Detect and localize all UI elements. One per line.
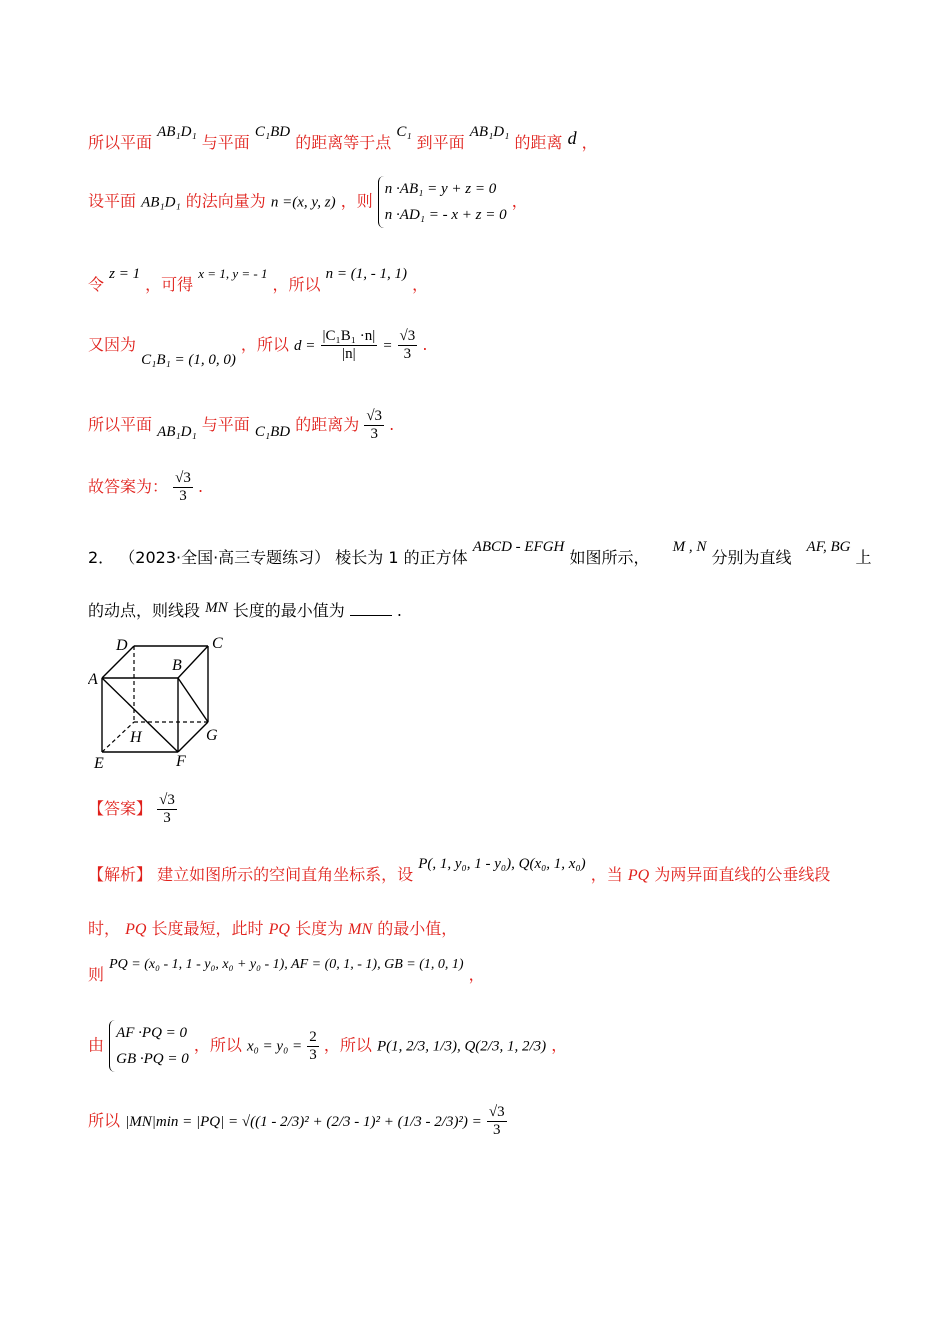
formula: d: [567, 128, 577, 148]
label-F: F: [176, 753, 186, 770]
formula: AB₁D₁: [141, 194, 181, 211]
formula: PQ: [125, 921, 147, 938]
text: 长度的最小值为: [232, 601, 345, 620]
analysis-line-2: [88, 916, 457, 939]
formula: C₁: [396, 124, 412, 140]
answer-line: [88, 792, 177, 827]
equation: GB ·PQ = 0: [116, 1051, 189, 1067]
label-C: C: [212, 635, 223, 652]
formula: PQ: [268, 921, 290, 938]
solution-line-2: [88, 176, 528, 228]
text: 的距离等于点: [295, 133, 392, 152]
text: 分别为直线: [711, 548, 792, 567]
answer-label: 【答案】: [88, 799, 153, 818]
solution-line-6: [88, 470, 203, 505]
solution-line-3: [88, 266, 429, 295]
analysis-line-4: [88, 1020, 567, 1072]
text: ，: [468, 965, 485, 984]
numerator: √3: [159, 792, 175, 808]
formula: C₁BD: [254, 124, 291, 140]
text: ，: [551, 1035, 568, 1055]
question-source: （2023·全国·高三专题练习）: [119, 548, 331, 567]
text: 为两异面直线的公垂线段: [654, 865, 831, 884]
text: 的法向量为: [185, 191, 266, 211]
text: ，所以: [323, 1035, 372, 1055]
text: ，则: [340, 191, 373, 211]
text: 的动点，则线段: [88, 601, 201, 620]
equation: AF ·PQ = 0: [116, 1025, 188, 1041]
label-B: B: [172, 657, 182, 674]
equation: n ·AB₁ = y + z = 0: [384, 181, 497, 197]
text: ，当: [590, 865, 623, 884]
denominator: 3: [179, 488, 187, 504]
formula: PQ = (x₀ - 1, 1 - y₀, x₀ + y₀ - 1), AF = (0, 1, - 1), GB = (1, 0, 1): [109, 957, 464, 972]
formula: C₁B₁ = (1, 0, 0): [141, 352, 236, 368]
formula: n = (1, - 1, 1): [325, 266, 408, 282]
fraction: [398, 328, 418, 363]
fraction: [157, 792, 177, 827]
numerator: √3: [366, 408, 383, 424]
formula: z = 1: [109, 266, 141, 282]
question-2-line-2: [88, 598, 402, 621]
formula: PQ: [627, 867, 650, 884]
numerator: √3: [399, 328, 416, 344]
text: 棱长为 1 的正方体: [335, 548, 468, 567]
formula: |MN|min = |PQ| = √((1 - 2/3)² + (2/3 - 1)² + (1/3 - 2/3)²) =: [125, 1114, 482, 1130]
label-H: H: [130, 729, 142, 746]
analysis-label: 【解析】: [88, 865, 153, 884]
denominator: 3: [163, 810, 171, 826]
label-A: A: [88, 671, 98, 688]
text: .: [422, 335, 428, 354]
fraction: [307, 1029, 319, 1064]
formula: M , N: [672, 539, 707, 555]
analysis-line-3: [88, 957, 485, 985]
label-G: G: [206, 727, 218, 744]
formula: x₀ = y₀ =: [246, 1038, 303, 1055]
fraction: [321, 328, 378, 363]
numerator: |C₁B₁ ·n|: [322, 328, 376, 344]
text: ，: [511, 191, 528, 211]
text: 由: [88, 1035, 105, 1055]
text: 所以平面: [88, 415, 153, 434]
fraction: [173, 470, 193, 505]
text: 时，: [88, 919, 121, 938]
text: 上: [855, 548, 872, 567]
solution-line-5: [88, 408, 394, 443]
text: 与平面: [201, 133, 250, 152]
text: 到平面: [416, 133, 465, 152]
denominator: |n|: [342, 346, 356, 362]
text: 长度最短，此时: [151, 919, 264, 938]
formula: n =(x, y, z): [270, 194, 336, 211]
solution-line-1: [88, 124, 598, 153]
denominator: 3: [309, 1046, 317, 1063]
formula: MN: [205, 600, 228, 616]
denominator: 3: [403, 346, 412, 362]
text: .: [197, 477, 204, 496]
text: .: [396, 601, 402, 620]
line-BG: [178, 678, 208, 722]
question-2-line-1: [88, 539, 872, 568]
text: .: [389, 415, 395, 434]
formula: AB₁D₁: [157, 424, 197, 440]
text: 设平面: [88, 191, 137, 211]
formula: d =: [294, 338, 316, 354]
denominator: 3: [370, 426, 378, 442]
formula: x = 1, y = - 1: [198, 266, 268, 281]
formula: =: [382, 338, 393, 354]
label-D: D: [116, 637, 128, 654]
text: ，可得: [145, 275, 194, 294]
equation: n ·AD₁ = - x + z = 0: [384, 207, 507, 223]
text: 则: [88, 965, 105, 984]
numerator: 2: [309, 1028, 317, 1045]
formula: AF, BG: [806, 539, 851, 555]
analysis-line-1: [88, 856, 831, 885]
text: ，所以: [272, 275, 321, 294]
label-E: E: [94, 755, 104, 772]
formula: MN: [348, 921, 373, 938]
denominator: 3: [493, 1122, 501, 1138]
equation-system: [109, 1020, 189, 1072]
fraction: [364, 408, 384, 443]
formula: C₁BD: [254, 424, 291, 440]
text: 令: [88, 275, 105, 294]
numerator: √3: [488, 1104, 505, 1120]
text: ，所以: [193, 1035, 242, 1055]
text: 的距离: [514, 133, 563, 152]
question-number: 2．: [88, 548, 115, 567]
text: 故答案为：: [88, 477, 169, 496]
text: ，: [581, 133, 598, 152]
text: ，所以: [240, 335, 289, 354]
edge-FG: [178, 722, 208, 752]
text: 所以: [88, 1111, 121, 1130]
equation-system: [378, 176, 507, 228]
text: 的最小值，: [377, 919, 458, 938]
formula: P(1, 2/3, 1/3), Q(2/3, 1, 2/3): [376, 1038, 547, 1055]
text: 的距离为: [295, 415, 360, 434]
formula: AB₁D₁: [157, 124, 197, 140]
analysis-line-5: [88, 1104, 507, 1139]
solution-line-4: [88, 328, 428, 368]
answer-blank: [350, 601, 392, 616]
text: 所以平面: [88, 133, 153, 152]
formula: P(, 1, y₀, 1 - y₀), Q(x₀, 1, x₀): [418, 856, 586, 872]
formula: ABCD - EFGH: [472, 539, 565, 555]
text: 如图所示，: [569, 548, 650, 567]
numerator: √3: [175, 470, 191, 486]
text: 又因为: [88, 335, 137, 354]
text: 长度为: [295, 919, 344, 938]
edge-BC: [178, 646, 208, 678]
formula: AB₁D₁: [469, 124, 510, 140]
cube-figure: [88, 630, 238, 772]
text: ，: [412, 275, 429, 294]
text: 与平面: [201, 415, 250, 434]
fraction: [487, 1104, 507, 1139]
text: 建立如图所示的空间直角坐标系，设: [157, 865, 414, 884]
